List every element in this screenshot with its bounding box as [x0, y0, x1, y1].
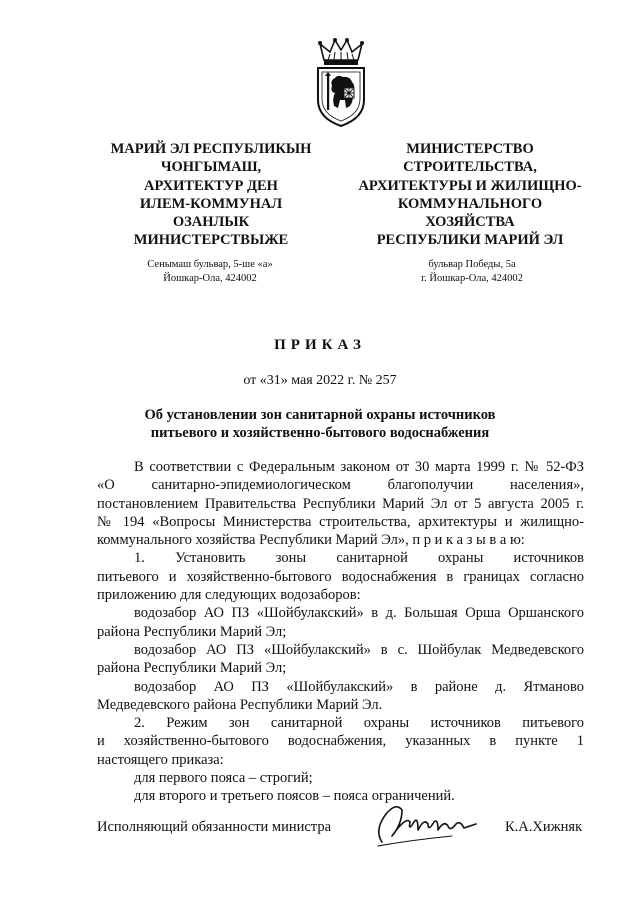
body-line: водозабор АО ПЗ «Шойбулакский» в с. Шойбулак Медведевского — [134, 641, 584, 658]
header-right-ministry-name-russian — [345, 140, 595, 250]
header-right-line: ХОЗЯЙСТВА — [425, 214, 515, 231]
header-left-line: МАРИЙ ЭЛ РЕСПУБЛИКЫН — [110, 141, 312, 157]
body-line: и хозяйственно-бытового водоснабжения, указанных в пункте 1 — [97, 733, 584, 750]
body-line: постановлением Правительства Республики Марий Эл от 5 августа 2005 г. — [97, 495, 584, 512]
order-date-number: от «31» мая 2022 г. № 257 — [243, 373, 397, 388]
address-line: бульвар Победы, 5а — [428, 259, 516, 270]
body-line: коммунального хозяйства Республики Марий Эл», п р и к а з ы в а ю: — [97, 532, 525, 549]
subject-line: Об установлении зон санитарной охраны источников — [144, 407, 496, 423]
body-line: района Республики Марий Эл; — [97, 660, 287, 677]
body-line: для второго и третьего поясов – пояса ограничений. — [134, 788, 455, 805]
coat-of-arms-emblem — [310, 38, 372, 128]
body-line: Медведевского района Республики Марий Эл. — [97, 696, 383, 713]
address-line: г. Йошкар-Ола, 424002 — [421, 273, 523, 284]
header-right-line: РЕСПУБЛИКИ МАРИЙ ЭЛ — [376, 232, 564, 249]
signer-position: Исполняющий обязанности министра — [97, 819, 332, 835]
body-line: 2. Режим зон санитарной охраны источников питьевого — [134, 715, 584, 732]
header-right-line: МИНИСТЕРСТВО — [406, 141, 534, 157]
order-subject — [0, 406, 640, 442]
shield-icon — [318, 68, 364, 126]
handwritten-signature — [372, 800, 482, 850]
body-line: «О санитарно-эпидемиологическом благополучии населения», — [97, 477, 584, 494]
body-line: приложению для следующих водозаборов: — [97, 587, 361, 604]
body-line: водозабор АО ПЗ «Шойбулакский» в районе д. Ятманово — [134, 678, 584, 695]
body-line: района Республики Марий Эл; — [97, 623, 287, 640]
crown-icon — [318, 38, 364, 65]
body-line: настоящего приказа: — [97, 751, 224, 768]
header-left-line: ЧОНГЫМАШ, — [160, 159, 262, 176]
body-line: питьевого и хозяйственно-бытового водоснабжения в границах согласно — [97, 568, 584, 585]
header-left-line: АРХИТЕКТУР ДЕН — [144, 177, 278, 194]
order-body — [97, 458, 584, 806]
address-line: Сенымаш бульвар, 5-ше «а» — [147, 259, 273, 270]
header-left-line: ИЛЕМ-КОММУНАЛ — [139, 195, 283, 212]
address-right — [362, 258, 582, 286]
header-left-line: ОЗАНЛЫК — [172, 214, 250, 231]
body-line: водозабор АО ПЗ «Шойбулакский» в д. Большая Орша Оршанского — [134, 605, 584, 622]
header-right-line: АРХИТЕКТУРЫ И ЖИЛИЩНО- — [358, 177, 582, 194]
address-left — [100, 258, 320, 286]
header-right-line: СТРОИТЕЛЬСТВА, — [403, 159, 537, 176]
header-left-line: МИНИСТЕРСТВЫЖЕ — [133, 232, 289, 249]
header-right-line: КОММУНАЛЬНОГО — [397, 195, 543, 212]
address-line: Йошкар-Ола, 424002 — [163, 273, 257, 284]
header-left-ministry-name-mari — [86, 140, 336, 250]
body-line: № 194 «Вопросы Министерства строительства, архитектуры и жилищно- — [97, 513, 584, 530]
signer-name: К.А.Хижняк — [505, 819, 583, 835]
subject-line: питьевого и хозяйственно-бытового водоснабжения — [150, 425, 490, 441]
body-line: В соответствии с Федеральным законом от 30 марта 1999 г. № 52-ФЗ — [134, 459, 584, 475]
body-line: 1. Установить зоны санитарной охраны источников — [134, 550, 584, 567]
order-title: ПРИКАЗ — [274, 337, 366, 353]
body-line: для первого пояса – строгий; — [134, 770, 313, 787]
